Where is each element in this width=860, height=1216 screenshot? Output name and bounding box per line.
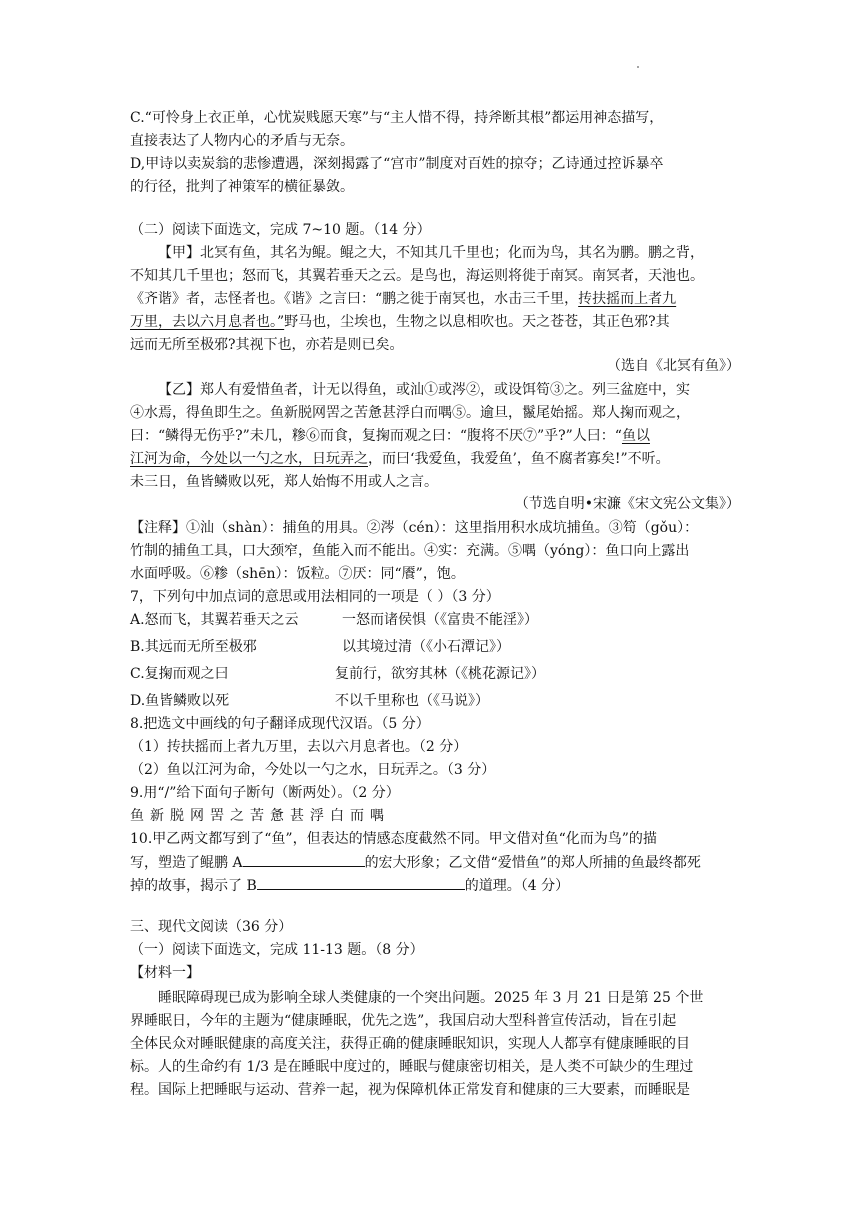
q7-option-b-compare: 以其境过清（《小石潭记》） [342, 639, 510, 655]
yi-text: ，而曰‘我爱鱼，我爱鱼’，鱼不腐者寡矣!”不听。 [368, 451, 670, 467]
question-8: 8.把选文中画线的句子翻译成现代汉语。（5 分） [130, 716, 430, 732]
yi-source: （节选自明•宋濂《宋文宪公文集》） [514, 496, 740, 512]
page-dot [637, 66, 639, 68]
material-paragraph: 界睡眠日，今年的主题为“健康睡眠，优先之选”，我国启动大型科普宣传活动，旨在引起 [130, 1013, 677, 1029]
option-d-line2: 的行径，批判了神策军的横征暴敛。 [130, 179, 354, 195]
q10-text: 的宏大形象；乙文借“爱惜鱼”的郑人所捕的鱼最终都死 [364, 855, 701, 871]
section-heading: 三、现代文阅读（36 分） [130, 919, 293, 935]
jia-text: 野马也，尘埃也，生物之以息相吹也。天之苍苍，其正色邪?其 [284, 314, 670, 330]
yi-paragraph: ④水焉，得鱼即生之。鱼新脱网罟之苦惫甚浮白而喁⑤。逾旦，鬣尾始摇。郑人掬而观之， [130, 405, 690, 421]
yi-paragraph: 未三日，鱼皆鳞败以死，郑人始悔不用或人之言。 [130, 474, 438, 490]
question-10-line2 [130, 852, 701, 873]
jia-paragraph [130, 289, 676, 309]
jia-paragraph: 不知其几千里也；怒而飞，其翼若垂天之云。是鸟也，海运则将徙于南冥。南冥者，天池也。 [130, 268, 704, 284]
answer-blank-b[interactable] [257, 875, 465, 890]
annotation: 竹制的捕鱼工具，口大颈窄，鱼能入而不能出。④实：充满。⑤喁（yóng）：鱼口向上露出 [130, 543, 690, 559]
jia-paragraph: 远而无所至极邪?其视下也，亦若是则已矣。 [130, 337, 404, 353]
q7-option-b: B.其远而无所至极邪 [130, 639, 257, 655]
yi-paragraph: 【乙】郑人有爱惜鱼者，计无以得鱼，或汕①或涔②，或设饵笱③之。列三盆庭中，实 [158, 382, 690, 398]
material-paragraph: 程。国际上把睡眠与运动、营养一起，视为保障机体正常发育和健康的三大要素，而睡眠是 [130, 1082, 690, 1098]
option-c-line2: 直接表达了人物内心的矛盾与无奈。 [130, 133, 354, 149]
q10-text: 写，塑造了鲲鹏 A [130, 855, 243, 871]
jia-source: （选自《北冥有鱼》） [607, 358, 740, 374]
underlined-sentence: 江河为命，今处以一勺之水，日玩弄之 [130, 451, 368, 467]
yi-text: 曰：“鳞得无伤乎?”未几，糁⑥而食，复掬而观之曰：“腹将不厌⑦”乎?”人曰：“ [130, 428, 622, 444]
q7-option-c: C.复掬而观之曰 [130, 666, 229, 682]
jia-text: 《齐谐》者，志怪者也。《谐》之言曰：“鹏之徙于南冥也，水击三千里， [130, 291, 579, 307]
underlined-sentence: 万里，去以六月息者也。” [130, 314, 285, 330]
underlined-sentence: 抟扶摇而上者九 [578, 291, 677, 307]
q8-sub-1: （1）抟扶摇而上者九万里，去以六月息者也。（2 分） [130, 739, 468, 755]
yi-paragraph [130, 426, 650, 446]
q7-option-a: A.怒而飞，其翼若垂天之云 [130, 612, 299, 628]
question-7: 7，下列句中加点词的意思或用法相同的一项是（ ）（3 分） [130, 589, 500, 605]
question-9: 9.用“/”给下面句子断句（断两处）。（2 分） [130, 785, 400, 801]
q9-sentence: 鱼新脱网罟之苦惫甚浮白而喁 [130, 808, 390, 824]
section-heading: （二）阅读下面选文，完成 7~10 题。（14 分） [130, 222, 431, 238]
subsection-heading: （一）阅读下面选文，完成 11-13 题。（8 分） [130, 942, 424, 958]
annotation: 【注释】①汕（shàn）：捕鱼的用具。②涔（cén）：这里指用积水成坑捕鱼。③笱（gǒu）： [130, 520, 699, 536]
jia-paragraph: 【甲】北冥有鱼，其名为鲲。鲲之大，不知其几千里也；化而为鸟，其名为鹏。鹏之背， [158, 245, 704, 261]
material-label: 【材料一】 [130, 965, 200, 981]
q7-option-d: D.鱼皆鳞败以死 [130, 693, 230, 709]
q10-text: 的道理。（4 分） [464, 878, 570, 894]
q10-text: 掉的故事，揭示了 B [130, 878, 257, 894]
q7-option-a-compare: 一怒而诸侯惧（《富贵不能淫》） [342, 612, 538, 628]
q8-sub-2: （2）鱼以江河为命，今处以一勺之水，日玩弄之。（3 分） [130, 762, 496, 778]
q7-option-d-compare: 不以千里称也（《马说》） [335, 693, 489, 709]
q7-option-c-compare: 复前行，欲穷其林（《桃花源记》） [335, 666, 545, 682]
question-10: 10.甲乙两文都写到了“鱼”，但表达的情感态度截然不同。甲文借对鱼“化而为鸟”的描 [130, 831, 657, 847]
material-paragraph: 睡眠障碍现已成为影响全球人类健康的一个突出问题。2025 年 3 月 21 日是第 25 个世 [158, 990, 704, 1006]
jia-paragraph [130, 312, 670, 332]
question-10-line3 [130, 875, 569, 896]
material-paragraph: 全体民众对睡眠健康的高度关注，获得正确的健康睡眠知识，实现人人都享有健康睡眠的目 [130, 1036, 690, 1052]
underlined-sentence: 鱼以 [621, 428, 650, 444]
option-c-line1: C.“可怜身上衣正单，心忧炭贱愿天寒”与“主人惜不得，持斧断其根”都运用神态描写， [130, 110, 664, 126]
material-paragraph: 标。人的生命约有 1/3 是在睡眠中度过的，睡眠与健康密切相关，是人类不可缺少的生理过 [130, 1059, 694, 1075]
annotation: 水面呼吸。⑥糁（shēn）：饭粒。⑦厌：同“餍”，饱。 [130, 566, 465, 582]
answer-blank-a[interactable] [243, 852, 365, 867]
yi-paragraph [130, 449, 670, 469]
option-d-line1: D,甲诗以卖炭翁的悲惨遭遇，深刻揭露了“宫市”制度对百姓的掠夺；乙诗通过控诉暴卒 [130, 156, 664, 172]
